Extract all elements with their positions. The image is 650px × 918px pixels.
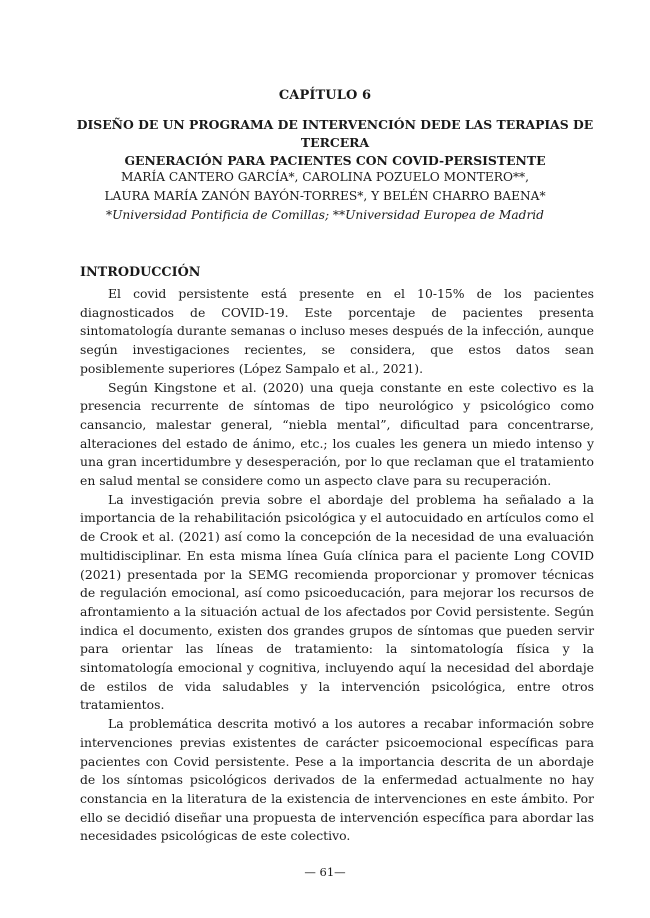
paragraph: La investigación previa sobre el abordaje del problema ha señalado a la importancia de la rehabilitación psicológica y el autocuidado en artículos como el de Crook et al. (2021) así como la concepción de la necesidad de una evaluación multidisciplinar. En esta misma línea Guía clínica para el paciente Long COVID (2021) presentada por la SEMG recomienda proporcionar y promover técnicas de regulación emocional, así como psicoeducación, para mejorar los recursos de afrontamiento a la situación actual de los afectados por Covid persistente. Según indica el documento, existen dos grandes grupos de síntomas que pueden servir para orientar las líneas de tratamiento: la sintomatología física y la sintomatología emocional y cognitiva, incluyendo aquí la necesidad del abordaje de estilos de vida saludables y la intervención psicológica, entre otros tratamientos. (80, 491, 594, 713)
chapter-heading: CAPÍTULO 6 (278, 88, 372, 103)
paragraph: El covid persistente está presente en el 10-15% de los pacientes diagnosticados de COVID-19. Este porcentaje de pacientes presenta sintomatología durante semanas o incluso meses después de la infección, aunque según investigaciones recientes, se considera, que estos datos sean posiblemente superiores (López Sampalo et al., 2021). (80, 286, 594, 376)
chapter-title (70, 116, 600, 170)
title-line: GENERACIÓN PARA PACIENTES CON COVID-PERSISTENTE (124, 153, 546, 168)
section-heading: INTRODUCCIÓN (80, 265, 201, 280)
title-line: DISEÑO DE UN PROGRAMA DE INTERVENCIÓN DEDE LAS TERAPIAS DE TERCERA (76, 117, 594, 150)
page-number: — 61— (304, 865, 346, 879)
paragraph: La problemática descrita motivó a los autores a recabar información sobre intervenciones previas existentes de carácter psicoemocional específicas para pacientes con Covid persistente. Pese a la importancia descrita de un abordaje de los síntomas psicológicos derivados de la enfermedad actualmente no hay constancia en la literatura de la existencia de intervenciones en este ámbito. Por ello se decidió diseñar una propuesta de intervención específica para abordar las necesidades psicológicas de este colectivo. (80, 716, 594, 844)
authors-line: LAURA MARÍA ZANÓN BAYÓN-TORRES*, Y BELÉN CHARRO BAENA* (104, 189, 546, 203)
authors-block (0, 168, 650, 225)
paragraph: Según Kingstone et al. (2020) una queja constante en este colectivo es la presencia recurrente de síntomas de tipo neurológico y psicológico como cansancio, malestar general, “niebla mental”, dificultad para concentrarse, alteraciones del estado de ánimo, etc.; los cuales les genera un miedo intenso y una gran incertidumbre y desesperación, por lo que reclaman que el tratamiento en salud mental se considere como un aspecto clave para su recuperación. (80, 379, 594, 489)
affiliation: *Universidad Pontificia de Comillas; **Universidad Europea de Madrid (106, 208, 544, 222)
body-text (80, 285, 594, 846)
authors-line: MARÍA CANTERO GARCÍA*, CAROLINA POZUELO MONTERO**, (120, 170, 530, 184)
